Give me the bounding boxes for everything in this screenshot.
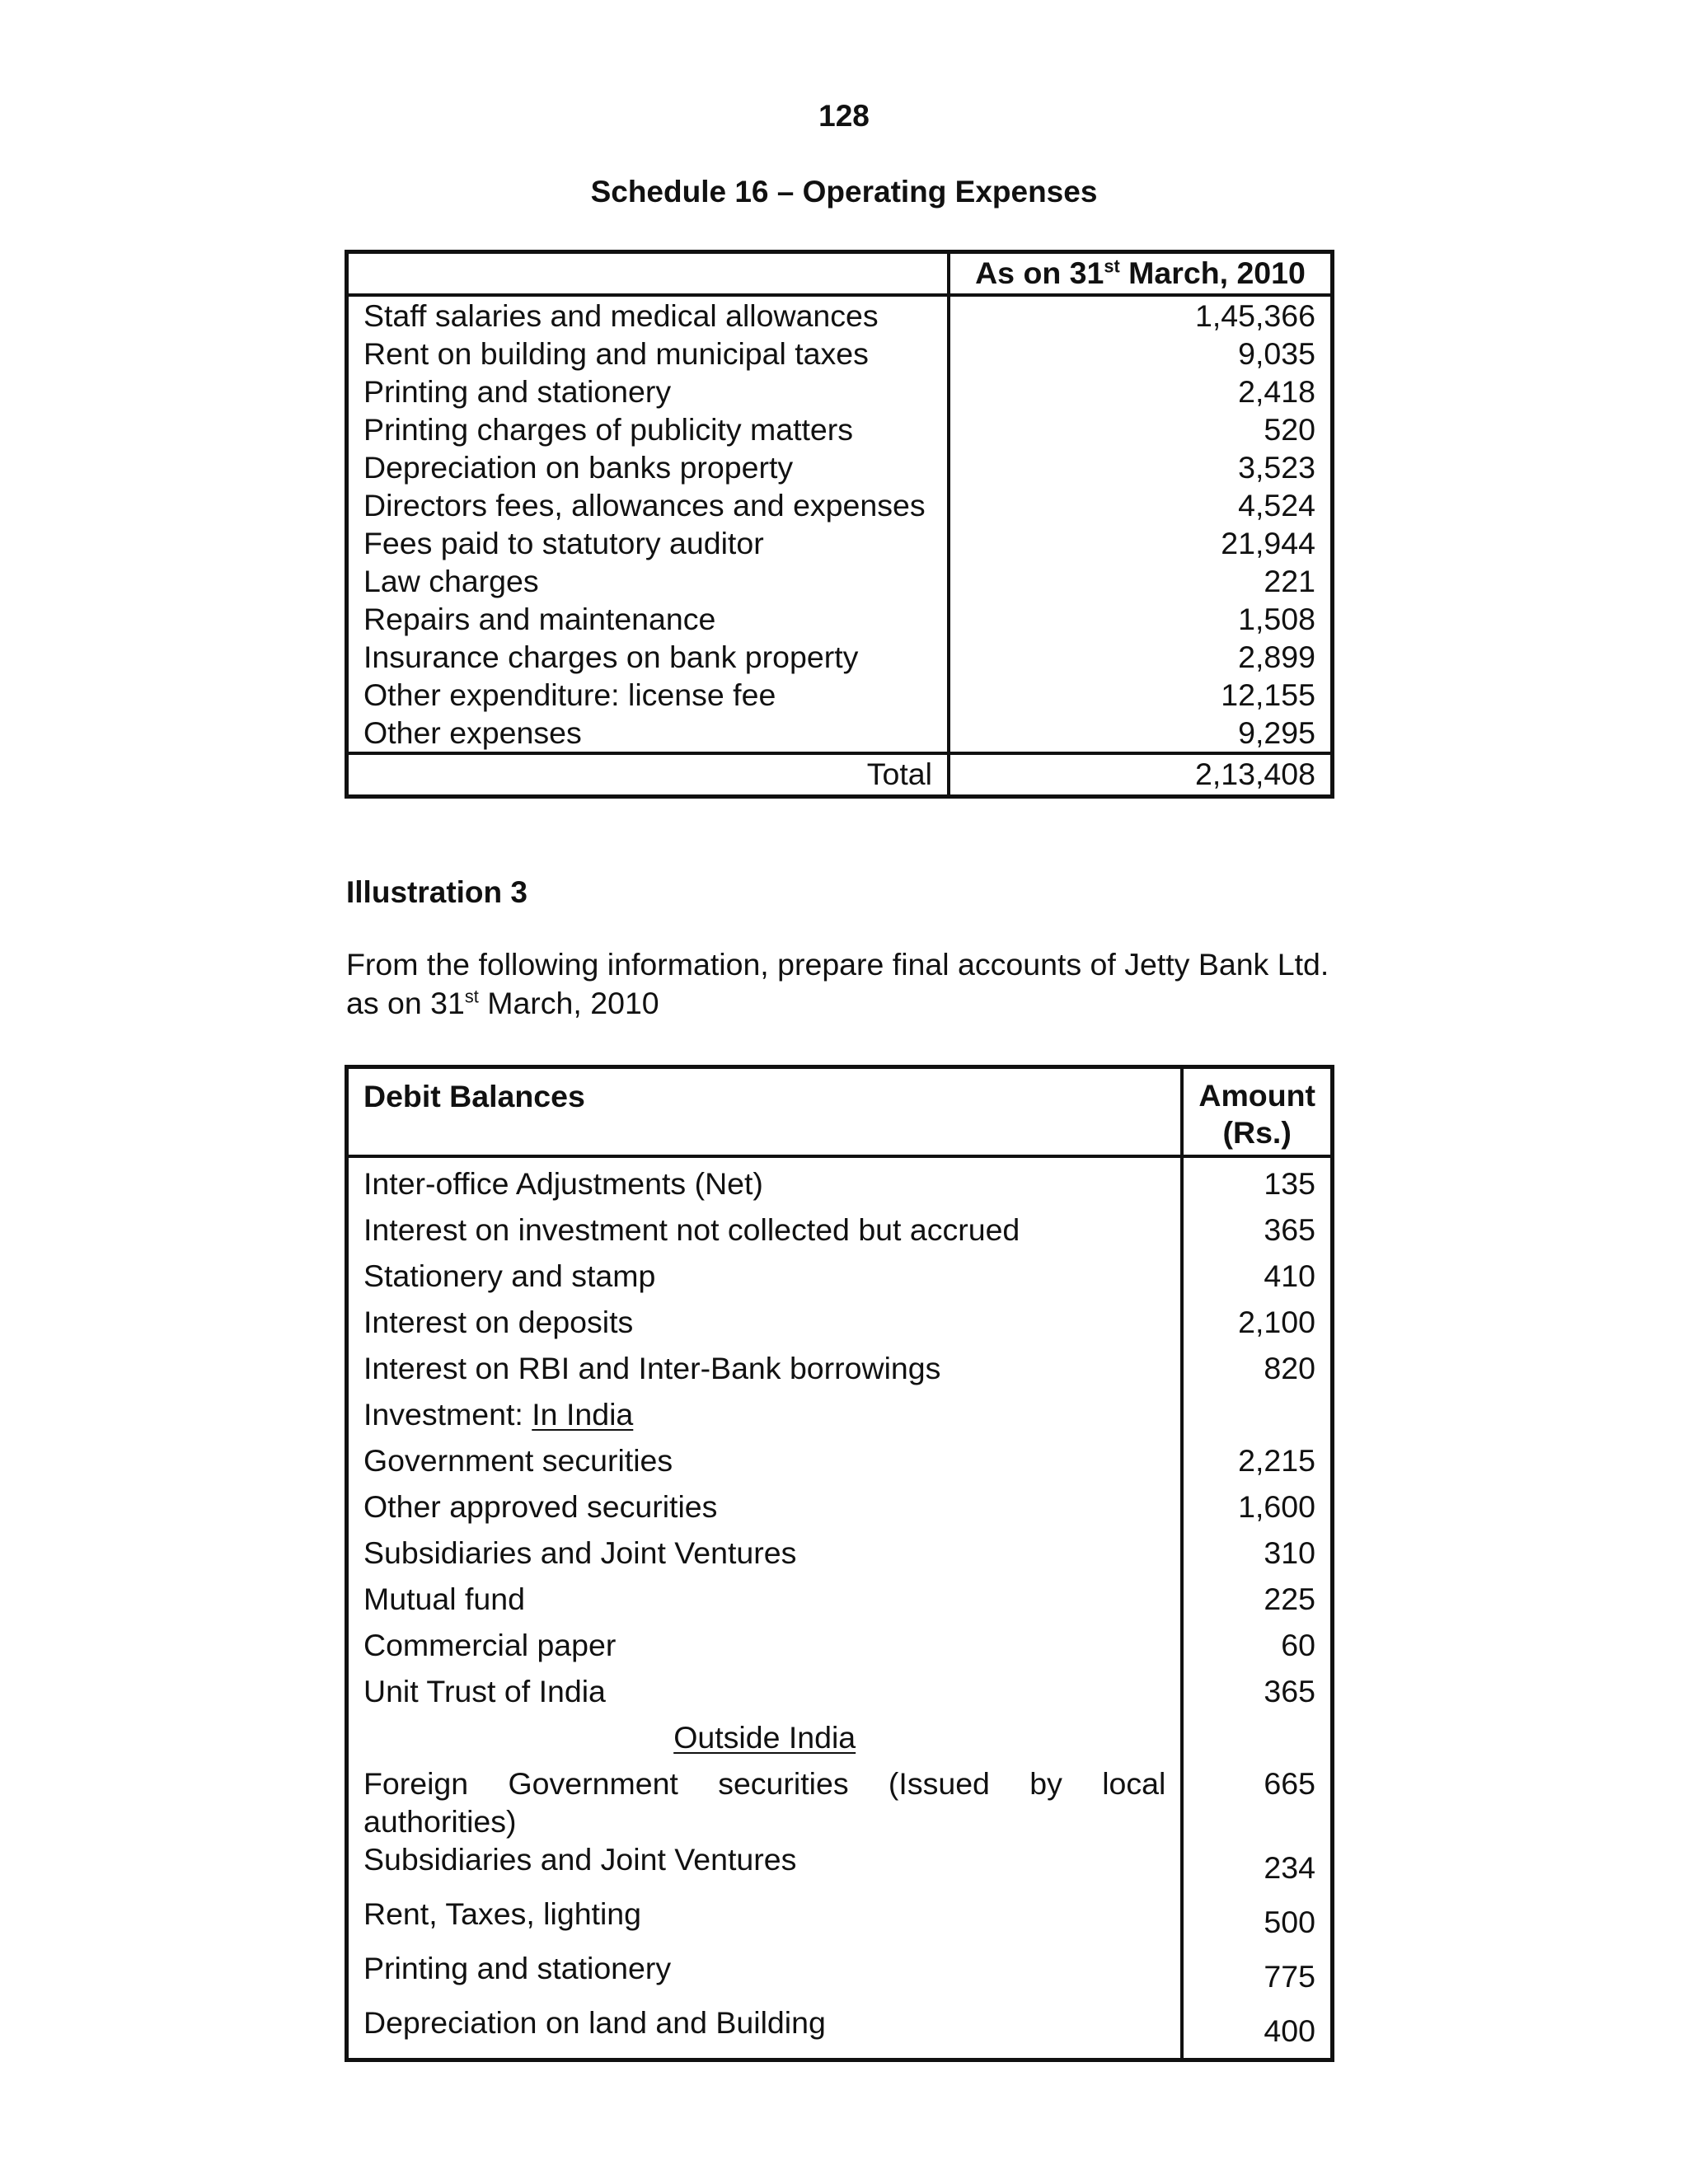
expense-label: Directors fees, allowances and expenses xyxy=(347,486,950,524)
header-date-cell xyxy=(949,252,1333,296)
expense-label: Depreciation on banks property xyxy=(347,448,950,486)
debit-label: Rent, Taxes, lighting xyxy=(347,1895,1183,1949)
debit-label: Foreign Government securities (Issued by local authorities) xyxy=(347,1765,1183,1840)
table-row xyxy=(347,1895,1333,1949)
debit-value: 310 xyxy=(1264,1535,1315,1570)
amount-header-line1: Amount xyxy=(1198,1078,1315,1113)
table-row xyxy=(347,562,1333,600)
debit-label: Interest on deposits xyxy=(347,1303,1183,1349)
expense-label: Rent on building and municipal taxes xyxy=(347,335,950,373)
table-row xyxy=(347,1441,1333,1488)
table-row xyxy=(347,1211,1333,1257)
table-row xyxy=(347,410,1333,448)
debit-label xyxy=(347,1718,1183,1765)
debit-label: Stationery and stamp xyxy=(347,1257,1183,1303)
table-row xyxy=(347,714,1333,753)
amount-header xyxy=(1182,1067,1332,1157)
debit-value: 2,100 xyxy=(1238,1305,1315,1339)
expense-label: Fees paid to statutory auditor xyxy=(347,524,950,562)
expense-label: Insurance charges on bank property xyxy=(347,638,950,676)
table-row xyxy=(347,1765,1333,1840)
table-row xyxy=(347,1949,1333,2004)
table-row xyxy=(347,1626,1333,1672)
header-date-suffix: March, 2010 xyxy=(1119,255,1306,290)
table-row xyxy=(347,1580,1333,1626)
expense-label: Other expenses xyxy=(347,714,950,753)
expense-value: 1,508 xyxy=(1238,602,1315,636)
expense-label: Staff salaries and medical allowances xyxy=(347,295,950,335)
table-row xyxy=(347,1257,1333,1303)
debit-label: Printing and stationery xyxy=(347,1949,1183,2004)
debit-value: 400 xyxy=(1264,2013,1315,2048)
expense-value: 3,523 xyxy=(1238,450,1315,485)
total-row xyxy=(347,753,1333,797)
table-row xyxy=(347,448,1333,486)
table-row xyxy=(347,1349,1333,1395)
table-row xyxy=(347,1534,1333,1580)
schedule-title: Schedule 16 – Operating Expenses xyxy=(590,175,1098,209)
expense-value: 2,899 xyxy=(1238,640,1315,674)
table-row xyxy=(347,2004,1333,2060)
table-row xyxy=(347,1303,1333,1349)
expense-label: Printing and stationery xyxy=(347,373,950,410)
operating-expenses-table xyxy=(345,250,1334,799)
expense-label: Repairs and maintenance xyxy=(347,600,950,638)
debit-value: 820 xyxy=(1264,1351,1315,1385)
amount-header-line2: (Rs.) xyxy=(1222,1115,1292,1150)
header-date-prefix: As on 31 xyxy=(975,255,1104,290)
investment-prefix: Investment: xyxy=(363,1397,532,1432)
debit-value: 365 xyxy=(1264,1674,1315,1708)
table-row xyxy=(347,295,1333,335)
table-row xyxy=(347,373,1333,410)
table-row xyxy=(347,335,1333,373)
expense-value: 1,45,366 xyxy=(1195,298,1315,333)
debit-label: Subsidiaries and Joint Ventures xyxy=(347,1840,1183,1895)
table-row xyxy=(347,524,1333,562)
debit-value: 775 xyxy=(1264,1959,1315,1994)
table-row xyxy=(347,1395,1333,1441)
debit-balances-table xyxy=(345,1065,1334,2062)
debit-label: Mutual fund xyxy=(347,1580,1183,1626)
table-row xyxy=(347,600,1333,638)
debit-label: Inter-office Adjustments (Net) xyxy=(347,1156,1183,1211)
table-header-row xyxy=(347,1067,1333,1157)
debit-label: Subsidiaries and Joint Ventures xyxy=(347,1534,1183,1580)
table-row xyxy=(347,1840,1333,1895)
debit-value: 410 xyxy=(1264,1258,1315,1293)
debit-value: 365 xyxy=(1264,1212,1315,1247)
total-label: Total xyxy=(347,753,950,797)
debit-label: Other approved securities xyxy=(347,1488,1183,1534)
debit-balances-header: Debit Balances xyxy=(347,1067,1183,1157)
intro-suffix: March, 2010 xyxy=(478,986,659,1020)
table-row xyxy=(347,638,1333,676)
table-row xyxy=(347,676,1333,714)
debit-value xyxy=(1182,1718,1332,1765)
header-date-sup: st xyxy=(1104,255,1120,277)
debit-label: Government securities xyxy=(347,1441,1183,1488)
illustration-heading: Illustration 3 xyxy=(346,875,528,909)
debit-value: 665 xyxy=(1264,1766,1315,1801)
table-row xyxy=(347,1672,1333,1718)
expense-value: 2,418 xyxy=(1238,374,1315,409)
debit-value: 135 xyxy=(1264,1166,1315,1201)
expense-value: 4,524 xyxy=(1238,488,1315,523)
outside-india-subheading: Outside India xyxy=(673,1720,856,1755)
debit-label: Commercial paper xyxy=(347,1626,1183,1672)
debit-value: 234 xyxy=(1264,1850,1315,1885)
debit-label: Unit Trust of India xyxy=(347,1672,1183,1718)
intro-sup: st xyxy=(464,986,479,1007)
table-row xyxy=(347,1488,1333,1534)
debit-label xyxy=(347,1395,1183,1441)
page-number: 128 xyxy=(818,99,870,133)
expense-value: 221 xyxy=(1264,564,1315,598)
expense-label: Other expenditure: license fee xyxy=(347,676,950,714)
expense-value: 12,155 xyxy=(1221,677,1315,712)
expense-value: 9,295 xyxy=(1238,715,1315,750)
debit-label: Interest on investment not collected but accrued xyxy=(347,1211,1183,1257)
debit-value: 2,215 xyxy=(1238,1443,1315,1478)
in-india-subheading: In India xyxy=(532,1397,634,1432)
debit-value xyxy=(1182,1395,1332,1441)
intro-text: From the following information, prepare final accounts of Jetty Bank Ltd. as on 31 xyxy=(346,947,1329,1020)
expense-value: 520 xyxy=(1264,412,1315,447)
debit-label: Depreciation on land and Building xyxy=(347,2004,1183,2060)
debit-label: Interest on RBI and Inter-Bank borrowings xyxy=(347,1349,1183,1395)
total-value: 2,13,408 xyxy=(949,753,1333,797)
debit-value: 225 xyxy=(1264,1582,1315,1616)
table-row xyxy=(347,1718,1333,1765)
header-label-cell xyxy=(347,252,950,296)
expense-label: Printing charges of publicity matters xyxy=(347,410,950,448)
expense-label: Law charges xyxy=(347,562,950,600)
debit-value: 500 xyxy=(1264,1905,1315,1939)
expense-value: 21,944 xyxy=(1221,526,1315,560)
debit-value: 1,600 xyxy=(1238,1489,1315,1524)
expense-value: 9,035 xyxy=(1238,336,1315,371)
table-row xyxy=(347,1156,1333,1211)
table-row xyxy=(347,486,1333,524)
debit-value: 60 xyxy=(1281,1628,1315,1662)
table-header-row xyxy=(347,252,1333,296)
illustration-intro xyxy=(346,945,1335,1023)
